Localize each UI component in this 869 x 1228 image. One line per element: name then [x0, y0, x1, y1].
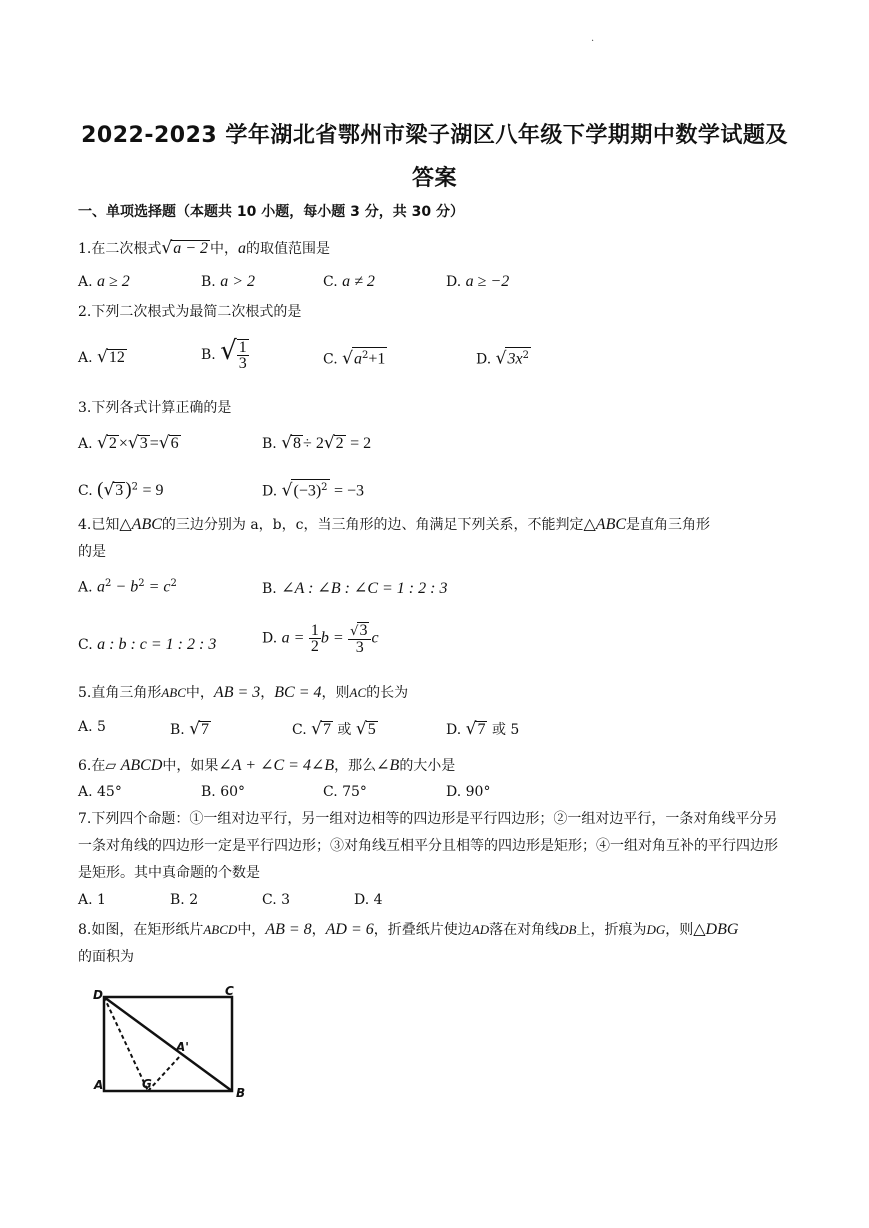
question-4-line2: 的是 [78, 544, 106, 560]
figure-label-d: D [93, 988, 103, 1002]
q6-option-d: D. 90° [446, 784, 491, 800]
question-7: 7.下列四个命题：①一组对边平行，另一组对边相等的四边形是平行四边形；②一组对边平行，一条对角线平分另一条对角线的四边形一定是平行四边形；③对角线互相平分且相等的四边形是矩形；④一组对角互补的平行四边形是矩形。其中真命题的个数是 [78, 811, 778, 881]
section-heading: 一、单项选择题（本题共 10 小题，每小题 3 分，共 30 分） [78, 204, 464, 220]
figure-label-a: A [94, 1078, 104, 1092]
q3-option-a: A. √2 ×√3 =√6 [78, 433, 179, 453]
figure-label-b: B [236, 1086, 246, 1100]
question-6: 6.在▱ ABCD中，如果∠A + ∠C = 4∠B，那么∠B的大小是 [78, 757, 456, 774]
q6-option-c: C. 75° [323, 784, 367, 800]
q3-option-c: C. (√3 )$^2$ = 9 [78, 479, 164, 500]
question-4-line1: 4.已知△ABC的三边分别为 a，b，c，当三角形的边、角满足下列关系，不能判定△ABC是直角三角形 [78, 516, 711, 533]
q2-option-a: A. √12 [78, 347, 125, 367]
q7-option-d: D. 4 [354, 892, 383, 908]
q2-option-d: D. $√3x^2$ [476, 348, 529, 369]
figure-diagonal-db [104, 997, 232, 1091]
figure-label-c: C [225, 985, 234, 998]
question-3: 3.下列各式计算正确的是 [78, 400, 232, 416]
figure-segment-ga [148, 1055, 181, 1091]
q1-radicand: a − 2 [173, 240, 208, 257]
q5-option-d: D. √7 或 5 [446, 719, 520, 739]
q5-option-b: B. √7 [170, 719, 210, 739]
q5-option-c: C. √7 或 √5 [292, 719, 376, 739]
page-dot: · [591, 36, 595, 47]
q1-option-a: A. a ≥ 2 [78, 273, 130, 290]
question-8-line2: 的面积为 [78, 949, 134, 965]
q1-option-d: D. a ≥ −2 [446, 273, 510, 290]
q2-option-c: C. $√a^2+1$ [323, 348, 386, 369]
page-title-line1: 2022-2023 学年湖北省鄂州市梁子湖区八年级下学期期中数学试题及 [81, 123, 788, 148]
q4-option-a: A. $a^2 - b^2 = c^2$ [78, 578, 177, 596]
question-8-line1: 8.如图，在矩形纸片ABCD中，AB = 8，AD = 6，折叠纸片使边AD落在对角线DB上，折痕为DG，则△DBG [78, 921, 739, 938]
q3-option-d: D. $√(-3)^2 = -3$ [262, 480, 365, 501]
q2-option-b: B. √ $\frac{1}{3}$ [201, 336, 247, 372]
q3-option-b: B. √8 ÷ 2√2 = 2 [262, 433, 372, 453]
rectangle-fold-figure [90, 985, 260, 1100]
q1-option-b: B. a > 2 [201, 273, 255, 290]
figure-label-g: G [142, 1077, 152, 1091]
q6-option-a: A. 45° [78, 784, 122, 800]
figure-label-a-prime: A' [176, 1040, 189, 1054]
question-2: 2.下列二次根式为最简二次根式的是 [78, 304, 302, 320]
q4-option-d: D. a = $\frac{1}{2}$ b = $\frac{√3}{3}$ c [262, 622, 379, 656]
q1-option-c: C. a ≠ 2 [323, 273, 375, 290]
q7-option-b: B. 2 [170, 892, 199, 908]
q4-option-c: C. a : b : c = 1 : 2 : 3 [78, 636, 217, 653]
q5-option-a: A. 5 [78, 719, 106, 735]
q7-option-c: C. 3 [262, 892, 291, 908]
question-1: 1.在二次根式√a − 2 中，a的取值范围是 [78, 238, 330, 258]
q7-option-a: A. 1 [78, 892, 106, 908]
page-title-line2: 答案 [411, 166, 457, 191]
q6-option-b: B. 60° [201, 784, 246, 800]
question-5: 5.直角三角形ABC中，AB = 3，BC = 4，则AC的长为 [78, 684, 409, 701]
q4-option-b: B. ∠A : ∠B : ∠C = 1 : 2 : 3 [262, 580, 448, 597]
